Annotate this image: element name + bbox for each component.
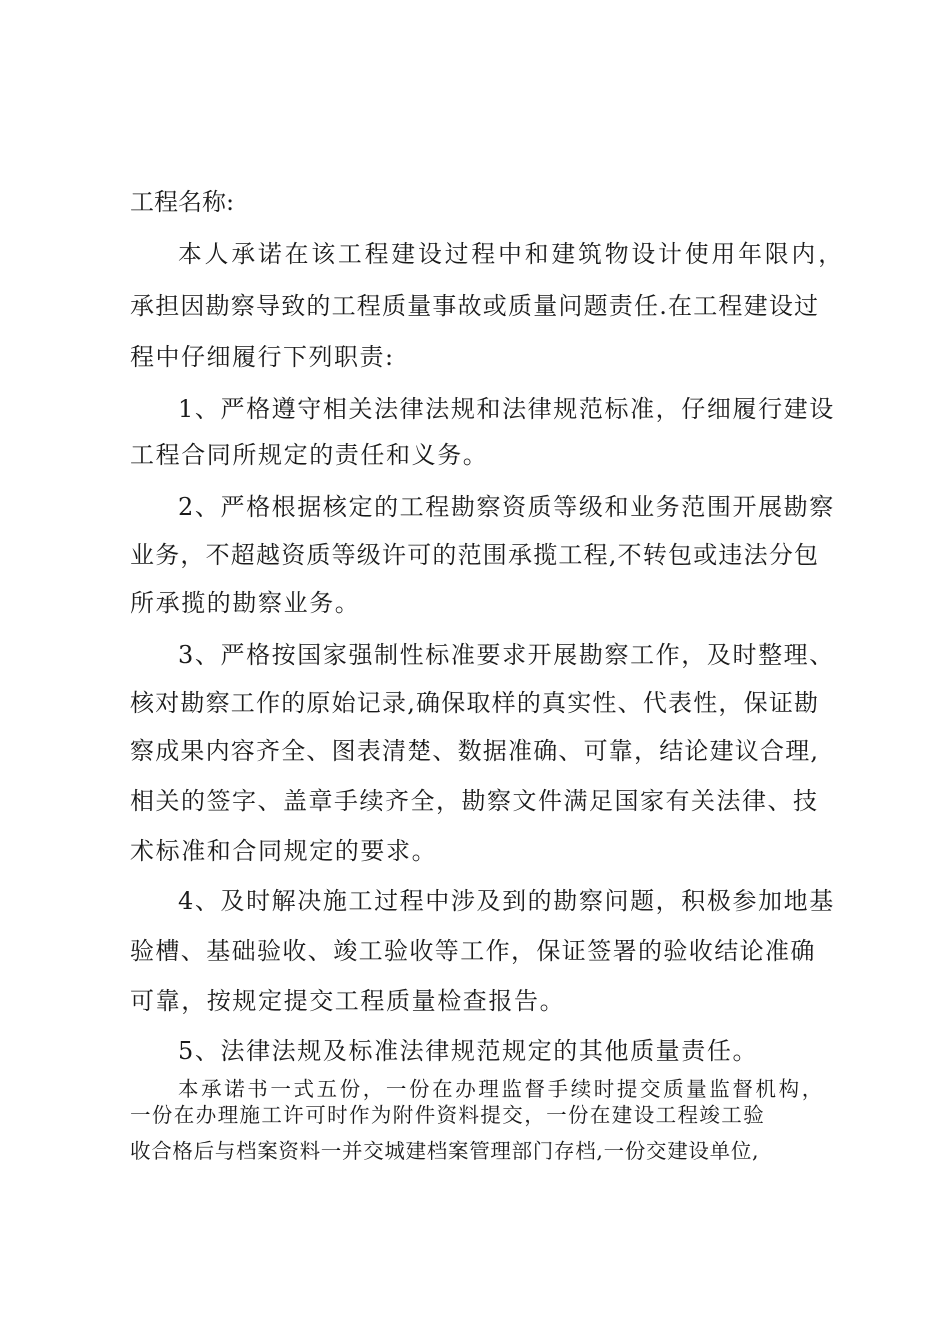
paragraph-line: 本人承诺在该工程建设过程中和建筑物设计使用年限内，	[178, 240, 845, 268]
paragraph-line: 程中仔细履行下列职责:	[130, 343, 395, 371]
duty-line: 术标准和合同规定的要求。	[130, 837, 438, 865]
duty-line: 可靠，按规定提交工程质量检查报告。	[130, 987, 566, 1015]
duty-line: 2、严格根据核定的工程勘察资质等级和业务范围开展勘察	[178, 493, 835, 521]
duty-line: 工程合同所规定的责任和义务。	[130, 441, 489, 469]
duty-line: 5、法律法规及标准法律规范规定的其他质量责任。	[178, 1037, 759, 1065]
paragraph-line: 收合格后与档案资料一并交城建档案管理部门存档,一份交建设单位,	[130, 1139, 760, 1163]
duty-line: 业务，不超越资质等级许可的范围承揽工程,不转包或违法分包	[130, 541, 820, 569]
duty-line: 核对勘察工作的原始记录,确保取样的真实性、代表性，保证勘	[130, 689, 820, 717]
paragraph-line: 本承诺书一式五份，一份在办理监督手续时提交质量监督机构，	[178, 1077, 825, 1101]
duty-line: 3、严格按国家强制性标准要求开展勘察工作，及时整理、	[178, 641, 835, 669]
paragraph-line: 承担因勘察导致的工程质量事故或质量问题责任.在工程建设过	[130, 292, 820, 320]
duty-line: 察成果内容齐全、图表清楚、数据准确、可靠，结论建议合理,	[130, 737, 820, 765]
paragraph-line: 一份在办理施工许可时作为附件资料提交，一份在建设工程竣工验	[130, 1103, 766, 1127]
duty-line: 相关的签字、盖章手续齐全，勘察文件满足国家有关法律、技	[130, 787, 819, 815]
duty-line: 所承揽的勘察业务。	[130, 589, 361, 617]
duty-line: 4、及时解决施工过程中涉及到的勘察问题，积极参加地基	[178, 887, 835, 915]
duty-line: 1、严格遵守相关法律法规和法律规范标准，仔细履行建设	[178, 395, 835, 423]
project-name-label: 工程名称:	[130, 188, 235, 216]
duty-line: 验槽、基础验收、竣工验收等工作，保证签署的验收结论准确	[130, 937, 816, 965]
